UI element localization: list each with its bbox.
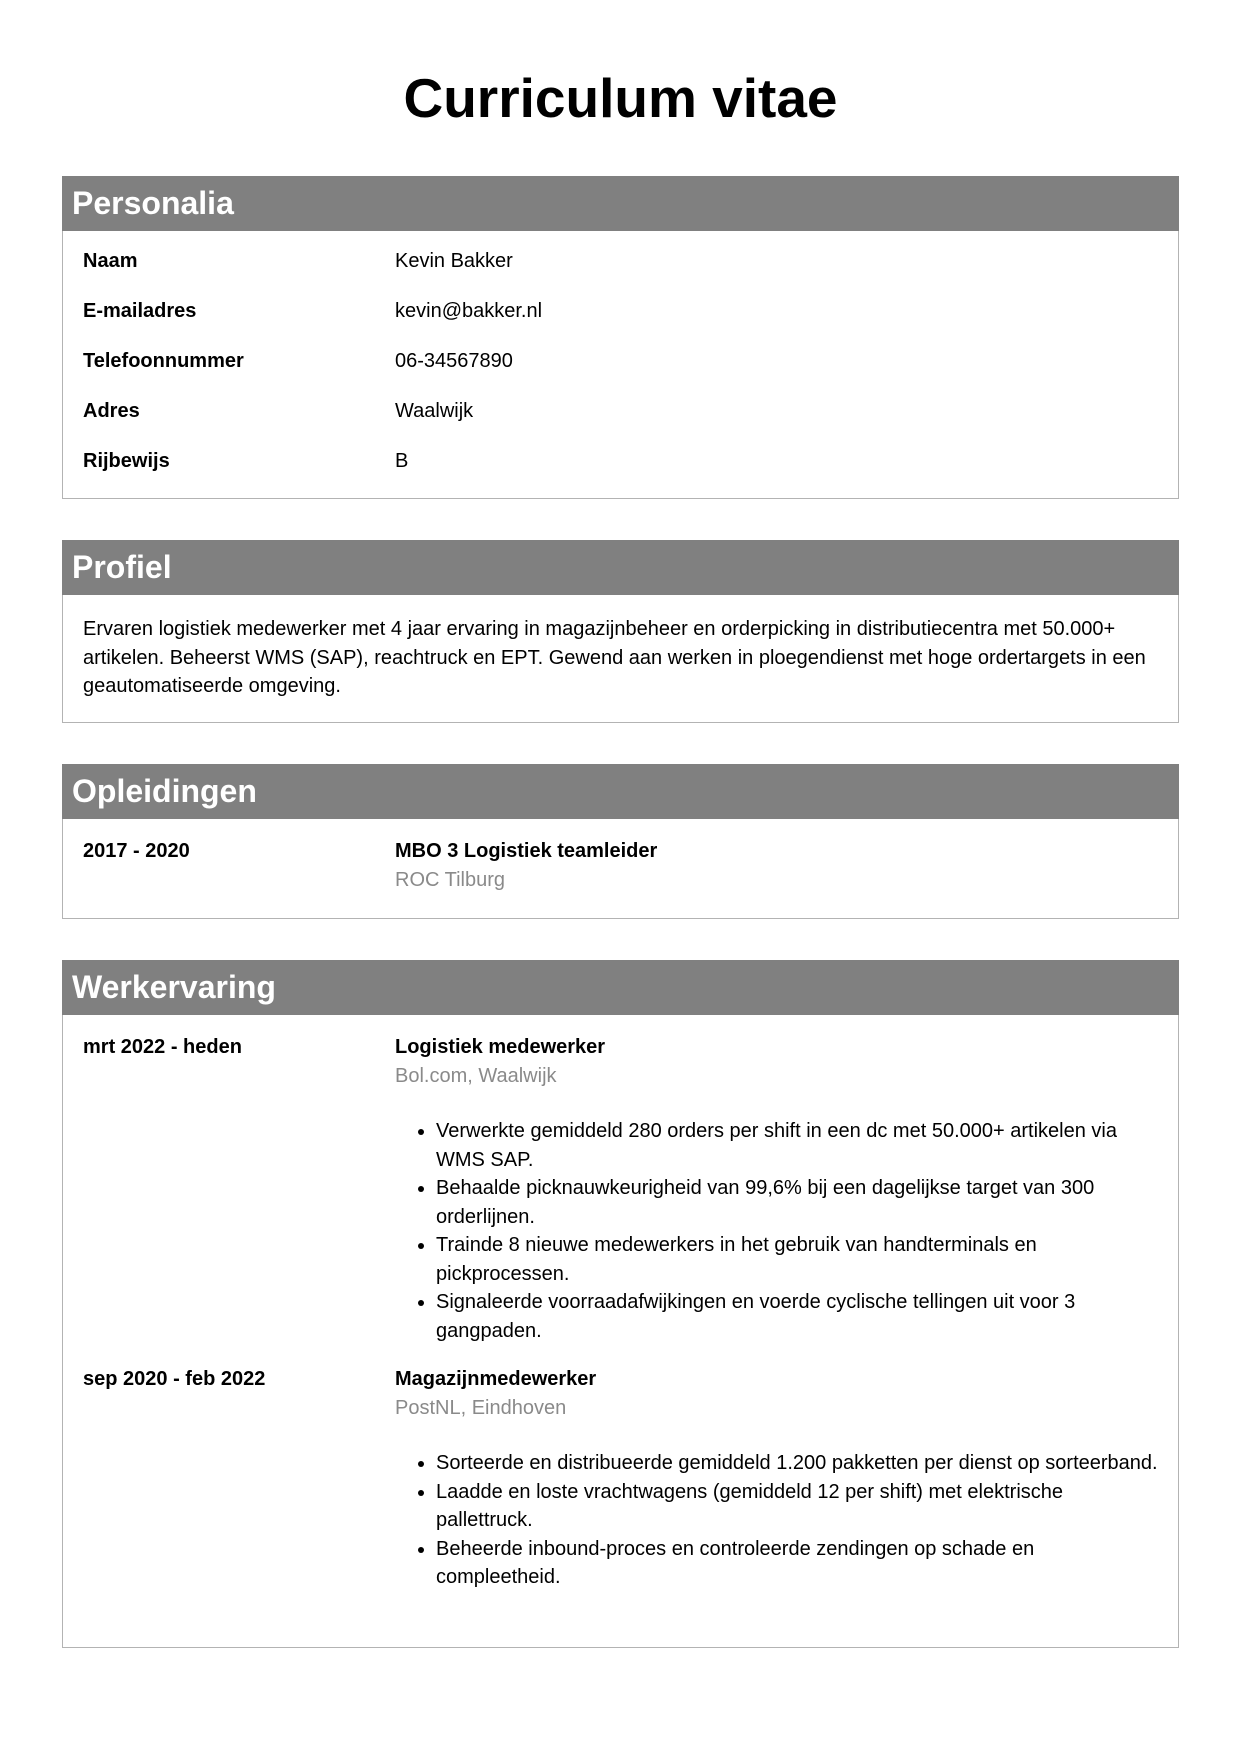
bullet-item: • Laadde en loste vrachtwagens (gemiddeld 12 per shift) met elektrische pallettruck. bbox=[436, 1478, 1158, 1535]
profiel-body bbox=[63, 595, 1178, 715]
personalia-body bbox=[63, 231, 1178, 509]
work-title: Logistiek medewerker bbox=[395, 1036, 606, 1058]
row-value: Waalwijk bbox=[395, 400, 474, 422]
row-label: Rijbewijs bbox=[83, 450, 170, 472]
education-school: ROC Tilburg bbox=[395, 869, 506, 891]
education-period: 2017 - 2020 bbox=[83, 840, 190, 862]
bullet-item: • Behaalde picknauwkeurigheid van 99,6% bij een dagelijkse target van 300 orderlijnen. bbox=[436, 1174, 1158, 1231]
werkervaring-section bbox=[62, 960, 1179, 1648]
education-entry bbox=[83, 837, 1158, 895]
profile-text: Ervaren logistiek medewerker met 4 jaar ervaring in magazijnbeheer en orderpicking in distributiecentra met 50.000+ artikelen. Beheerst WMS (SAP), reachtruck en EPT. Gewend aan werken in ploegendienst met hoge ordertargets in een geautomatiseerde omgeving. bbox=[83, 618, 1146, 697]
work-details bbox=[395, 1365, 1158, 1592]
work-company: Bol.com, Waalwijk bbox=[395, 1065, 557, 1087]
personalia-row-naam bbox=[83, 245, 1158, 295]
document-title: Curriculum vitae bbox=[403, 67, 838, 129]
row-label: Adres bbox=[83, 400, 140, 422]
personalia-row-rijbewijs bbox=[83, 445, 1158, 495]
education-details bbox=[395, 837, 1158, 895]
row-value: Kevin Bakker bbox=[395, 250, 513, 272]
personalia-heading: Personalia bbox=[62, 176, 1179, 231]
work-details bbox=[395, 1033, 1158, 1345]
work-period: sep 2020 - feb 2022 bbox=[83, 1368, 266, 1390]
profiel-heading: Profiel bbox=[62, 540, 1179, 595]
profiel-section bbox=[62, 540, 1179, 723]
bullet-item: • Beheerde inbound-proces en controleerde zendingen op schade en compleetheid. bbox=[436, 1535, 1158, 1592]
work-entry bbox=[83, 1365, 1158, 1592]
work-title: Magazijnmedewerker bbox=[395, 1368, 597, 1390]
bullet-item: • Signaleerde voorraadafwijkingen en voerde cyclische tellingen uit voor 3 gangpaden. bbox=[436, 1288, 1158, 1345]
bullet-item: • Sorteerde en distribueerde gemiddeld 1.200 pakketten per dienst op sorteerband. bbox=[436, 1449, 1158, 1478]
bullet-item: • Verwerkte gemiddeld 280 orders per shift in een dc met 50.000+ artikelen via WMS SAP. bbox=[436, 1117, 1158, 1174]
work-period: mrt 2022 - heden bbox=[83, 1036, 242, 1058]
bullet-item: • Trainde 8 nieuwe medewerkers in het gebruik van handterminals en pickprocessen. bbox=[436, 1231, 1158, 1288]
row-value: kevin@bakker.nl bbox=[395, 300, 543, 322]
personalia-row-telefoon bbox=[83, 345, 1158, 395]
work-bullets bbox=[395, 1117, 1158, 1345]
row-value: B bbox=[395, 450, 409, 472]
opleidingen-heading: Opleidingen bbox=[62, 764, 1179, 819]
work-bullets bbox=[395, 1449, 1158, 1592]
row-value: 06-34567890 bbox=[395, 350, 513, 372]
row-label: Naam bbox=[83, 250, 138, 272]
work-entry bbox=[83, 1033, 1158, 1345]
personalia-section bbox=[62, 176, 1179, 499]
werkervaring-body bbox=[63, 1015, 1178, 1606]
werkervaring-heading: Werkervaring bbox=[62, 960, 1179, 1015]
personalia-row-email bbox=[83, 295, 1158, 345]
personalia-row-adres bbox=[83, 395, 1158, 445]
work-company: PostNL, Eindhoven bbox=[395, 1397, 567, 1419]
row-label: E-mailadres bbox=[83, 300, 197, 322]
opleidingen-section bbox=[62, 764, 1179, 919]
opleidingen-body bbox=[63, 819, 1178, 909]
education-title: MBO 3 Logistiek teamleider bbox=[395, 840, 658, 862]
row-label: Telefoonnummer bbox=[83, 350, 244, 372]
